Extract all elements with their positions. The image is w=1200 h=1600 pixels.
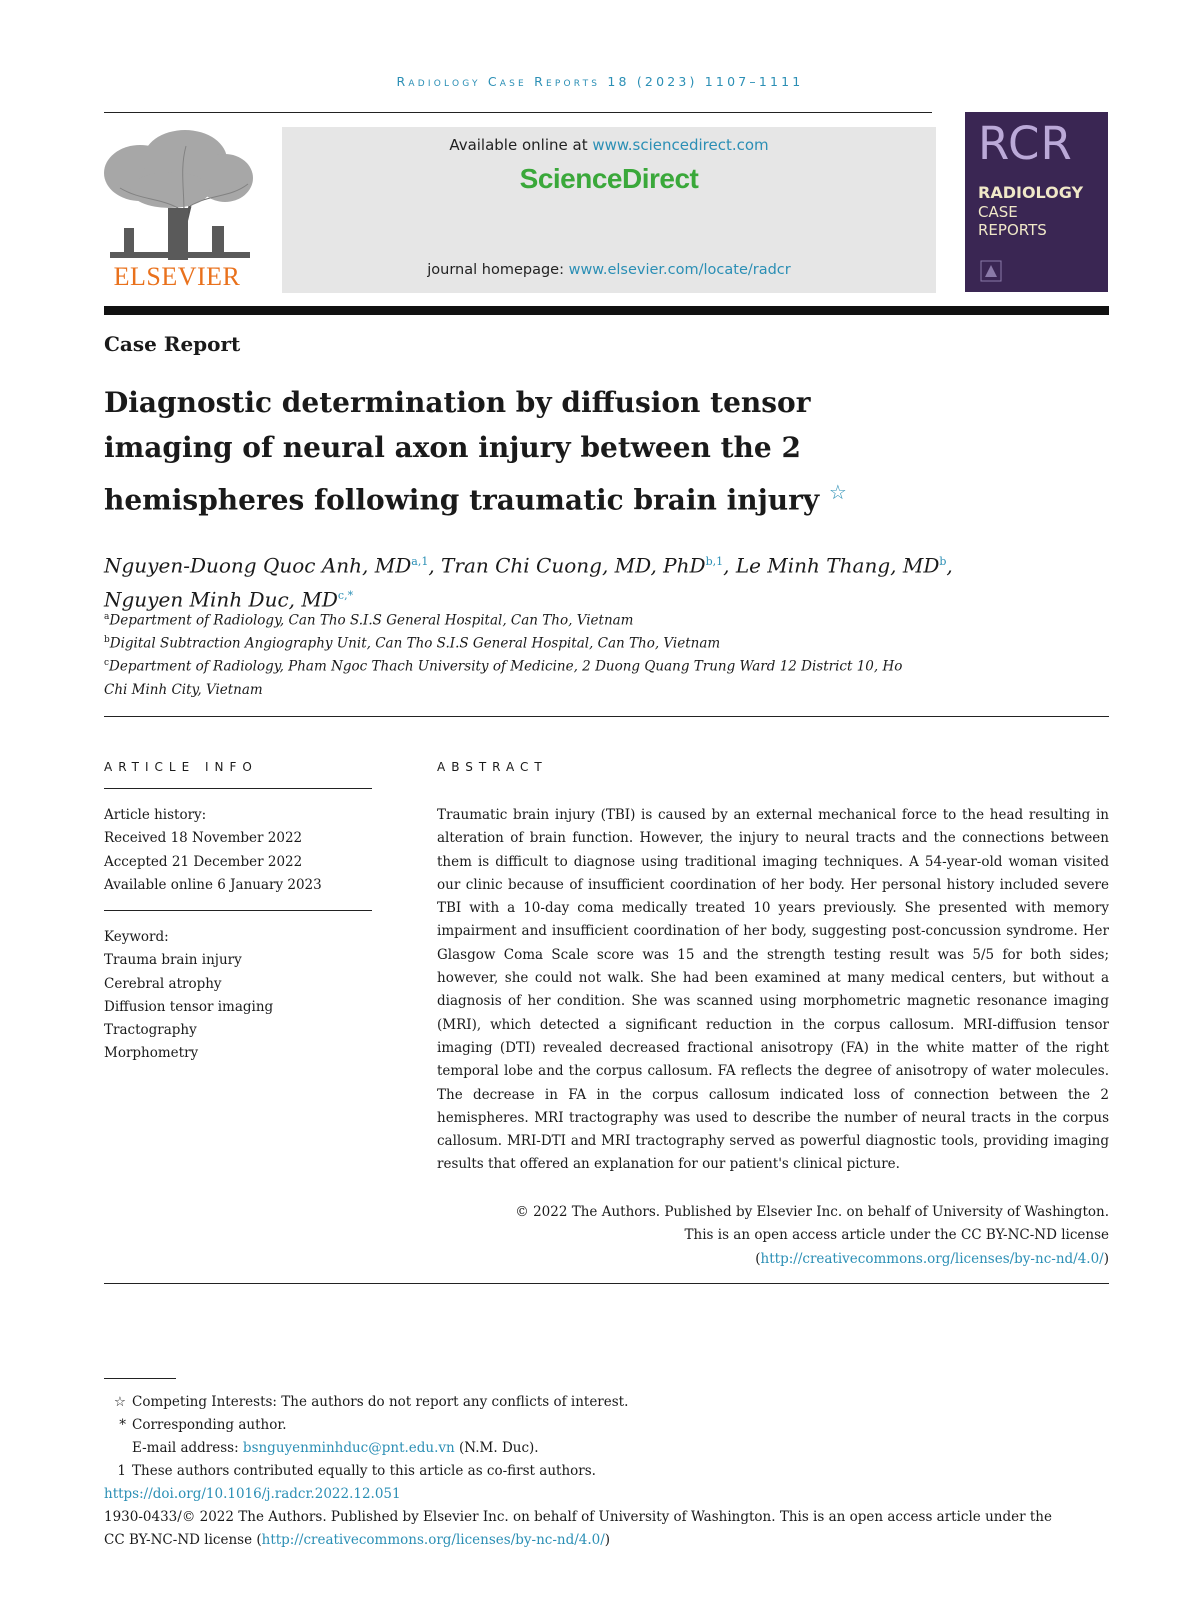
abstract-text: Traumatic brain injury (TBI) is caused by an external mechanical force to the head resulting in alteration of brain function. However, the injury to neural tracts and the connections between them is difficult to diagnose using traditional imaging techniques. A 54-year-old woman visited our clinic because of insufficient coordination of her body. Her personal history included severe TBI with a 10-day coma medically treated 10 years previously. She presented with memory impairment and insufficient coordination of her body, suggesting post-concussion syndrome. Her Glasgow Coma Scale score was 15 and the strength testing result was 5/5 for both sides; however, she could not walk. She had been examined at many medical centers, but without a diagnosis of her condition. She was scanned using morphometric magnetic resonance imaging (MRI), which detected a significant reduction in the corpus callosum. MRI-diffusion tensor imaging (DTI) revealed decreased fractional anisotropy (FA) in the white matter of the right temporal lobe and the corpus callosum. FA reflects the degree of anisotropy of water molecules. The decrease in FA in the corpus callosum indicated loss of connection between the 2 hemispheres. MRI tractography was used to describe the number of neural tracts in the corpus callosum. MRI-DTI and MRI tractography served as powerful diagnostic tools, providing imaging results that offered an explanation for our patient's clinical picture. bbox=[437, 807, 1109, 1173]
author-name[interactable]: Tran Chi Cuong, MD, PhD bbox=[441, 553, 706, 578]
abstract-copyright bbox=[437, 1201, 1109, 1271]
author-affiliation-mark[interactable]: b,1 bbox=[705, 555, 724, 568]
author-separator: , bbox=[428, 553, 442, 578]
author-separator: , bbox=[946, 553, 953, 578]
article-info-rule bbox=[104, 788, 372, 789]
author-affiliation-mark[interactable]: b bbox=[939, 555, 947, 568]
footnote-one-mark: 1 bbox=[117, 1463, 126, 1479]
title-line-3-text: hemispheres following traumatic brain injury bbox=[104, 483, 820, 517]
sciencedirect-link[interactable]: www.sciencedirect.com bbox=[592, 136, 769, 154]
journal-cover-acronym: RCR bbox=[978, 117, 1073, 170]
bottom-license-line-2 bbox=[104, 1529, 1109, 1552]
keyword-item: Tractography bbox=[104, 1022, 197, 1039]
affiliation-text: Department of Radiology, Pham Ngoc Thach University of Medicine, 2 Duong Quang Trung Ward 12 District 10, Ho Chi Minh City, Vietnam bbox=[104, 658, 903, 698]
abstract-heading: ABSTRACT bbox=[437, 760, 548, 774]
author-affiliation-mark[interactable]: c,* bbox=[337, 588, 354, 602]
license-link[interactable]: http://creativecommons.org/licenses/by-nc-nd/4.0/ bbox=[760, 1250, 1104, 1267]
section-rule bbox=[104, 1283, 1109, 1284]
keyword-item: Morphometry bbox=[104, 1045, 199, 1062]
corresponding-text: Corresponding author. bbox=[132, 1417, 287, 1433]
bottom-license-suffix: ) bbox=[604, 1532, 611, 1548]
online-date: Available online 6 January 2023 bbox=[104, 876, 322, 893]
title-footnote-star-icon[interactable]: ☆ bbox=[828, 480, 847, 504]
sciencedirect-logo: ScienceDirect bbox=[519, 163, 699, 194]
title-line-1: Diagnostic determination by diffusion tensor bbox=[104, 386, 811, 419]
footnote-email bbox=[132, 1437, 539, 1460]
bottom-license-line-1: 1930-0433/© 2022 The Authors. Published by Elsevier Inc. on behalf of University of Washington. This is an open access article under the bbox=[104, 1509, 1052, 1525]
journal-homepage-label: journal homepage: bbox=[427, 262, 569, 278]
journal-cover-line-2: CASE bbox=[978, 203, 1018, 221]
header-thick-rule bbox=[104, 306, 1109, 315]
bottom-license-prefix: CC BY-NC-ND license ( bbox=[104, 1532, 262, 1548]
footnote-asterisk: * bbox=[119, 1417, 126, 1433]
journal-cover-line-3: REPORTS bbox=[978, 221, 1047, 239]
footnote-rule bbox=[104, 1378, 176, 1379]
competing-text: Competing Interests: The authors do not report any conflicts of interest. bbox=[132, 1394, 629, 1410]
author-list bbox=[104, 547, 1104, 614]
keyword-item: Cerebral atrophy bbox=[104, 975, 222, 992]
author-name[interactable]: Nguyen-Duong Quoc Anh, MD bbox=[104, 553, 412, 578]
keyword-label: Keyword: bbox=[104, 929, 169, 945]
doi-link[interactable]: https://doi.org/10.1016/j.radcr.2022.12.051 bbox=[104, 1486, 401, 1502]
email-label: E-mail address: bbox=[132, 1440, 243, 1456]
journal-homepage-link[interactable]: www.elsevier.com/locate/radcr bbox=[568, 262, 791, 278]
doi-line bbox=[104, 1483, 1109, 1506]
footnote-corresponding bbox=[104, 1414, 287, 1437]
article-title bbox=[104, 380, 864, 522]
author-separator: , bbox=[723, 553, 736, 578]
section-rule bbox=[104, 716, 1109, 717]
bottom-license-link[interactable]: http://creativecommons.org/licenses/by-nc-nd/4.0/ bbox=[261, 1532, 605, 1548]
affiliation-mark: c bbox=[104, 658, 110, 668]
article-history bbox=[104, 804, 322, 897]
title-line-3 bbox=[104, 470, 864, 522]
history-label: Article history: bbox=[104, 807, 207, 823]
title-line-2: imaging of neural axon injury between the 2 bbox=[104, 431, 801, 464]
affiliation-text: Digital Subtraction Angiography Unit, Can Tho S.I.S General Hospital, Can Tho, Vietnam bbox=[109, 635, 721, 652]
header-rule bbox=[104, 112, 932, 113]
article-info-rule bbox=[104, 910, 372, 911]
running-head: Radiology Case Reports 18 (2023) 1107–1111 bbox=[396, 74, 804, 89]
author-name[interactable]: Nguyen Minh Duc, MD bbox=[104, 587, 338, 612]
footnote-star-icon: ☆ bbox=[113, 1394, 126, 1410]
keyword-item: Trauma brain injury bbox=[104, 952, 242, 969]
affiliation-text: Department of Radiology, Can Tho S.I.S General Hospital, Can Tho, Vietnam bbox=[109, 612, 634, 629]
affiliation-mark: b bbox=[104, 635, 110, 645]
license-line: (http://creativecommons.org/licenses/by-nc-nd/4.0/) bbox=[755, 1250, 1109, 1267]
cover-mini-logo-icon bbox=[980, 260, 1002, 282]
available-online-label: Available online at bbox=[449, 136, 593, 154]
available-online-line bbox=[282, 136, 936, 154]
journal-homepage-line bbox=[282, 262, 936, 278]
keyword-list bbox=[104, 926, 273, 1066]
journal-cover-line-1: RADIOLOGY bbox=[978, 183, 1084, 202]
copyright-line-1: © 2022 The Authors. Published by Elsevier Inc. on behalf of University of Washington. bbox=[515, 1204, 1109, 1220]
email-link[interactable]: bsnguyenminhduc@pnt.edu.vn bbox=[242, 1440, 455, 1456]
equal-contribution-text: These authors contributed equally to this article as co-first authors. bbox=[132, 1463, 596, 1479]
copyright-line-2: This is an open access article under the CC BY-NC-ND license bbox=[684, 1227, 1109, 1244]
article-type: Case Report bbox=[104, 332, 241, 356]
email-owner: (N.M. Duc). bbox=[454, 1440, 539, 1456]
article-info-heading: ARTICLE INFO bbox=[104, 760, 258, 774]
affiliation bbox=[104, 652, 924, 702]
keyword-item: Diffusion tensor imaging bbox=[104, 998, 274, 1015]
footnote-equal bbox=[104, 1460, 596, 1483]
affiliation-mark: a bbox=[104, 612, 110, 622]
author-name[interactable]: Le Minh Thang, MD bbox=[735, 553, 940, 578]
accepted-date: Accepted 21 December 2022 bbox=[104, 853, 303, 870]
received-date: Received 18 November 2022 bbox=[104, 830, 303, 847]
author-affiliation-mark[interactable]: a,1 bbox=[411, 555, 429, 568]
footnote-competing bbox=[104, 1391, 628, 1414]
elsevier-wordmark: ELSEVIER bbox=[113, 262, 241, 291]
